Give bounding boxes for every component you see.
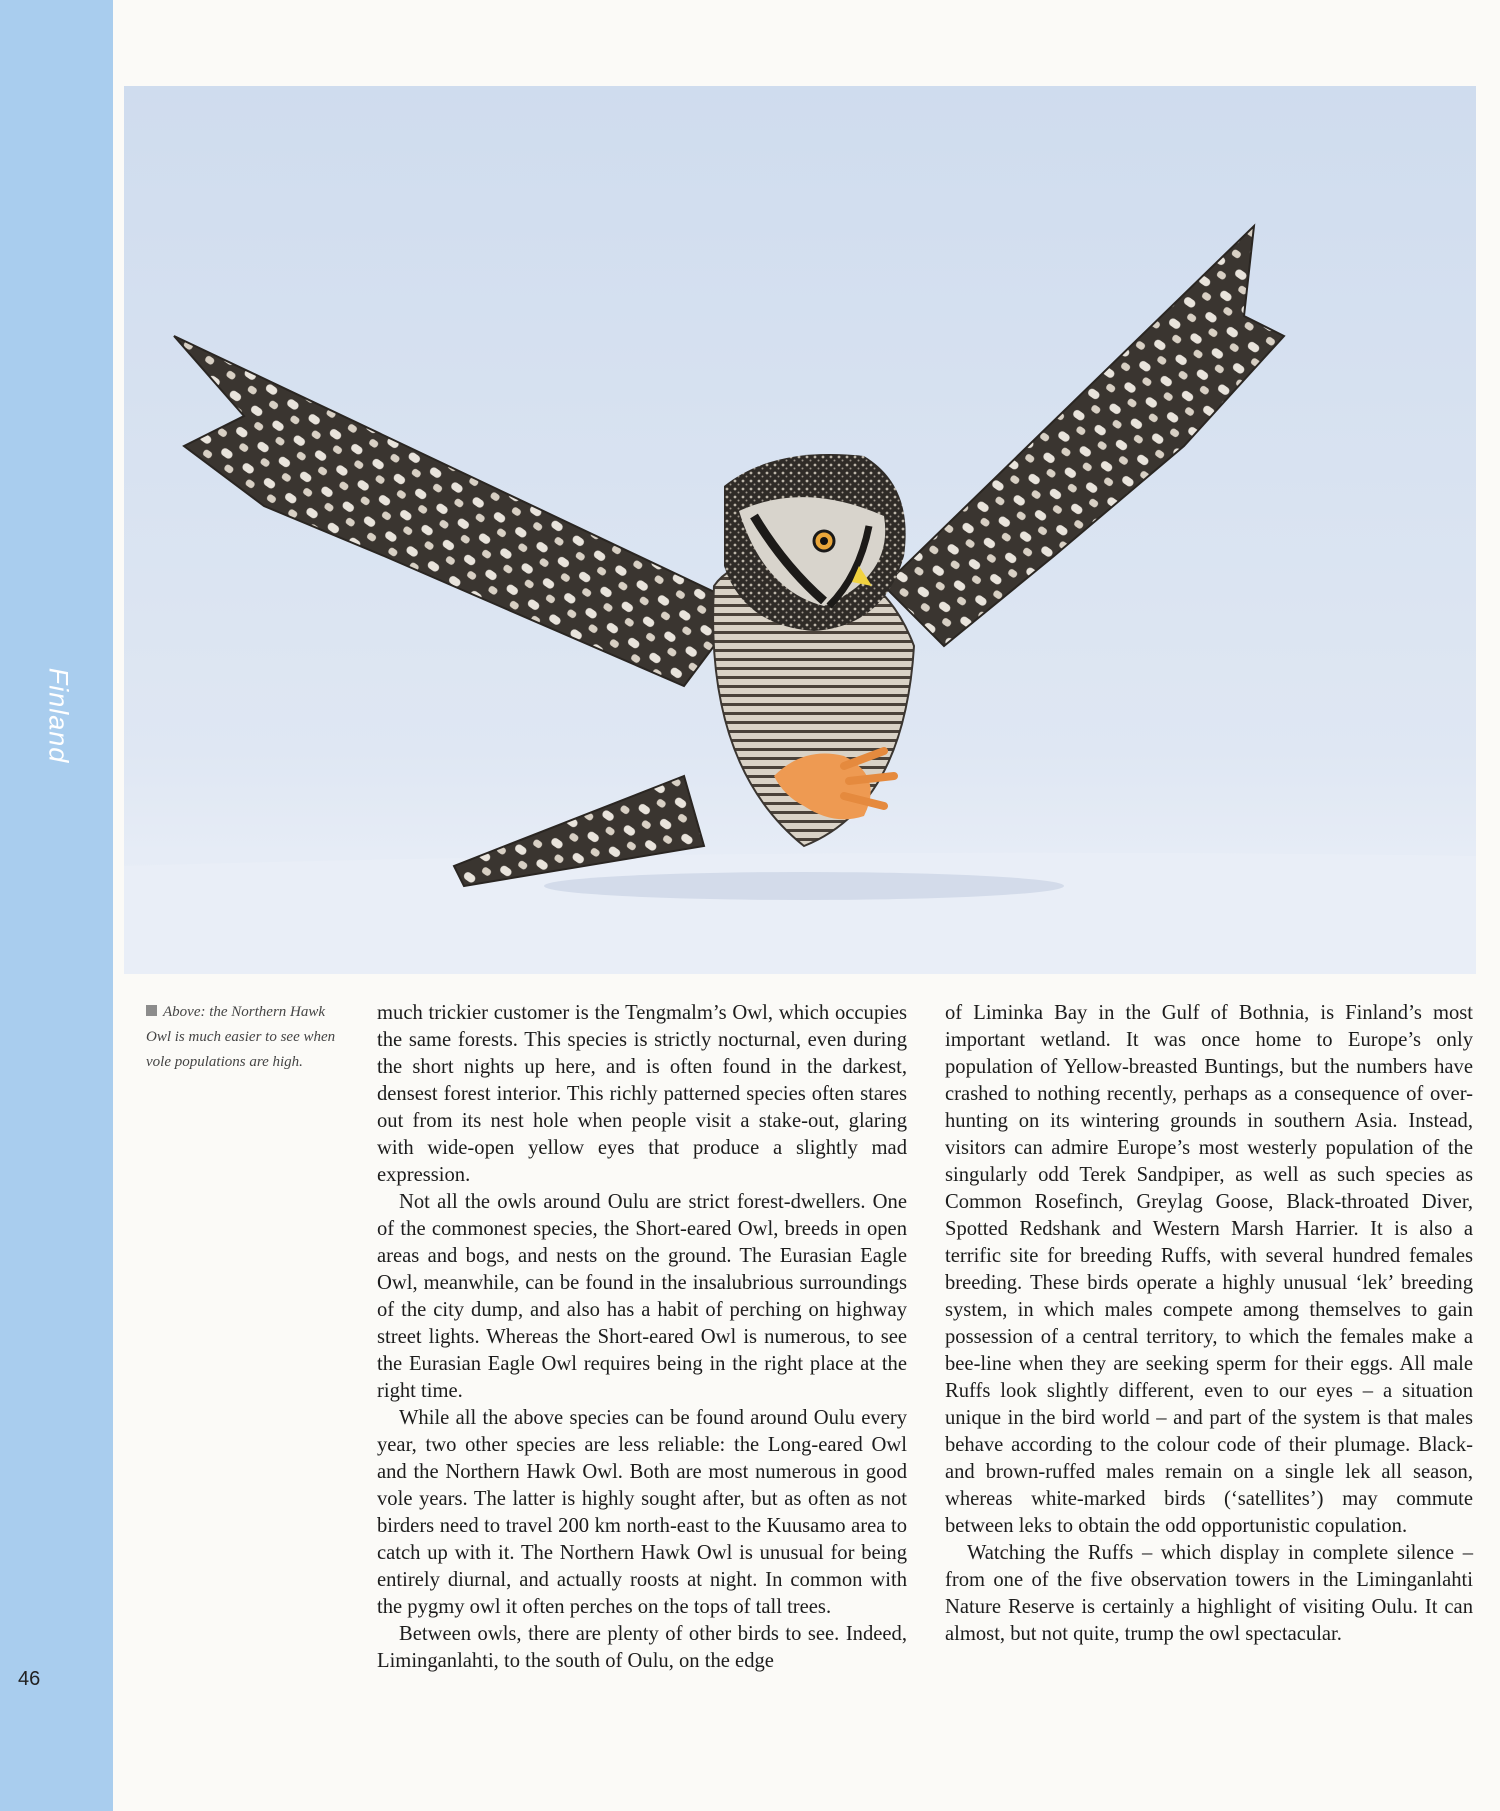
owl-photo-illustration	[124, 86, 1476, 974]
owl-photo	[124, 86, 1476, 974]
body-paragraph: Not all the owls around Oulu are strict forest-dwellers. One of the commonest species, the Short-eared Owl, breeds in open areas and bogs, and nests on the ground. The Eurasian Eagle Owl, meanwhile, can be found in the insalubrious surroundings of the city dump, and also has a habit of perching on highway street lights. Whereas the Short-eared Owl is numerous, to see the Eurasian Eagle Owl requires being in the right place at the right time.	[377, 1191, 907, 1402]
body-paragraph: of Liminka Bay in the Gulf of Bothnia, is Finland’s most important wetland. It was once home to Europe’s only population of Yellow-breasted Buntings, but the numbers have crashed to nothing recently, perhaps as a consequence of over-hunting on its wintering grounds in southern Asia. Instead, visitors can admire Europe’s most westerly population of the singularly odd Terek Sandpiper, as well as such species as Common Rosefinch, Greylag Goose, Black-throated Diver, Spotted Redshank and Western Marsh Harrier. It is also a terrific site for breeding Ruffs, with several hundred females breeding. These birds operate a highly unusual ‘lek’ breeding system, in which males compete among themselves to gain possession of a central territory, to which the females make a bee-line when they are seeking sperm for their eggs. All male Ruffs look slightly different, even to our eyes – a situation unique in the bird world – and part of the system is that males behave according to the colour code of their plumage. Black- and brown-ruffed males remain on a single lek all season, whereas white-marked birds (‘satellites’) may commute between leks to obtain the odd opportunistic copulation.	[945, 1002, 1473, 1537]
caption-square-icon	[146, 1005, 157, 1016]
caption-text: Above: the Northern Hawk Owl is much easier to see when vole populations are high.	[146, 1004, 336, 1070]
body-paragraph: Watching the Ruffs – which display in complete silence – from one of the five observation towers in the Liminganlahti Nature Reserve is certainly a highlight of visiting Oulu. It can almost, but not quite, trump the owl spectacular.	[945, 1542, 1473, 1645]
page-number: 46	[18, 1668, 41, 1690]
body-paragraph: While all the above species can be found around Oulu every year, two other species are less reliable: the Long-eared Owl and the Northern Hawk Owl. Both are most numerous in good vole years. The latter is highly sought after, but as often as not birders need to travel 200 km north-east to the Kuusamo area to catch up with it. The Northern Hawk Owl is unusual for being entirely diurnal, and actually roosts at night. In common with the pygmy owl it often perches on the tops of tall trees.	[377, 1407, 907, 1618]
side-color-strip	[0, 0, 113, 1811]
article-column-right	[945, 1000, 1473, 1648]
article-column-left	[377, 1000, 907, 1675]
photo-caption	[146, 1000, 346, 1075]
chapter-label	[18, 655, 98, 775]
body-paragraph: Between owls, there are plenty of other birds to see. Indeed, Liminganlahti, to the south of Oulu, on the edge	[377, 1623, 907, 1672]
chapter-label-text: Finland	[43, 667, 74, 763]
body-paragraph: much trickier customer is the Tengmalm’s Owl, which occupies the same forests. This species is strictly nocturnal, even during the short nights up here, and is often found in the darkest, densest forest interior. This richly patterned species often stares out from its nest hole when people visit a stake-out, glaring with wide-open yellow eyes that produce a slightly mad expression.	[377, 1002, 907, 1186]
